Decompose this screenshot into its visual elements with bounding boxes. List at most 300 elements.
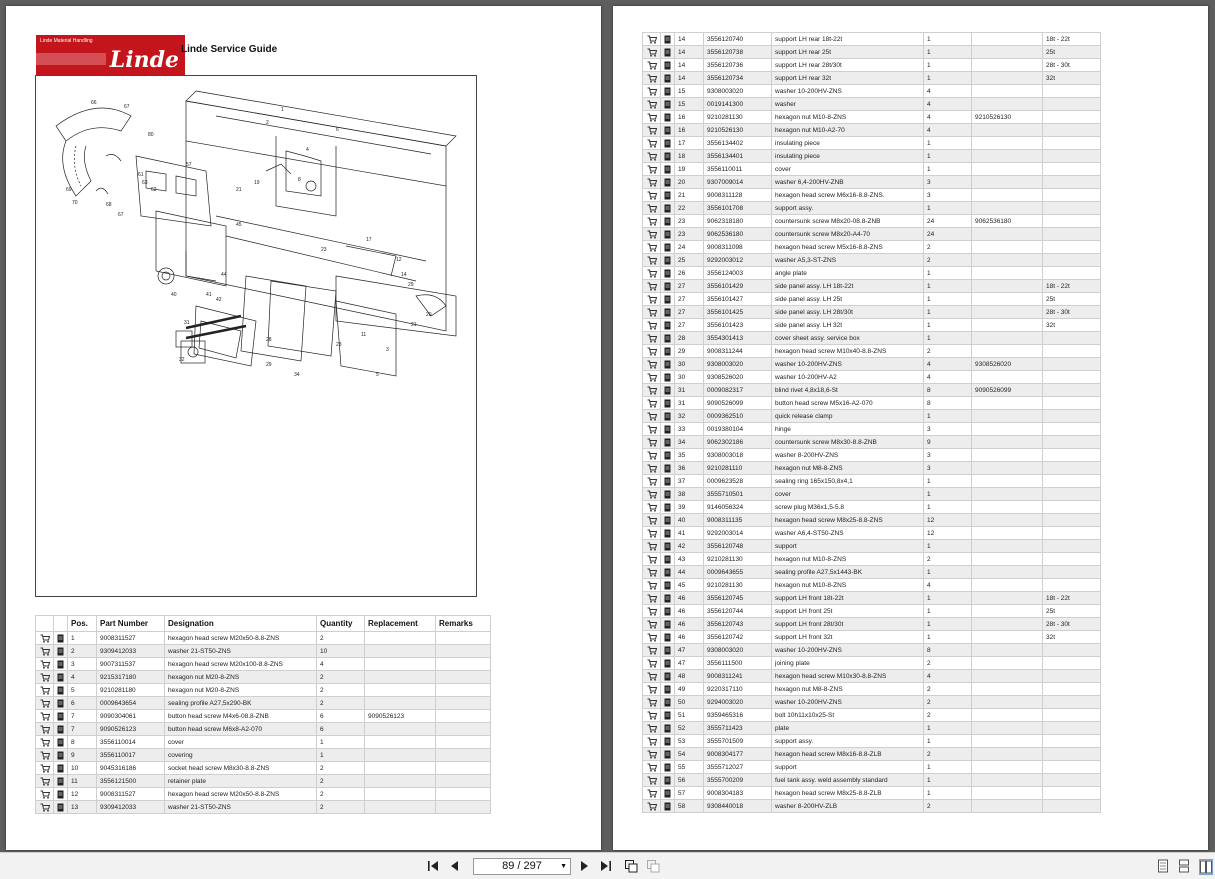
add-to-cart-icon xyxy=(647,646,657,655)
add-to-cart-button[interactable] xyxy=(36,775,54,788)
add-to-cart-button[interactable] xyxy=(643,345,661,358)
add-to-cart-button[interactable] xyxy=(643,254,661,267)
cell-designation: sealing profile A27,5x290-BK xyxy=(165,697,317,710)
page-number-select[interactable] xyxy=(473,858,571,875)
cell-part-number: 9008311527 xyxy=(97,632,165,645)
document-icon xyxy=(57,699,64,708)
part-info-button[interactable] xyxy=(661,150,675,163)
add-to-cart-button[interactable] xyxy=(643,228,661,241)
cell-remarks xyxy=(1043,774,1101,787)
part-info-button[interactable] xyxy=(54,658,68,671)
part-info-button[interactable] xyxy=(661,85,675,98)
cell-quantity: 1 xyxy=(924,735,972,748)
part-info-button[interactable] xyxy=(54,736,68,749)
add-to-cart-icon xyxy=(647,802,657,811)
part-info-button[interactable] xyxy=(661,215,675,228)
document-icon xyxy=(664,724,671,733)
cell-replacement xyxy=(972,579,1043,592)
add-to-cart-button[interactable] xyxy=(36,788,54,801)
cell-replacement xyxy=(972,605,1043,618)
add-to-cart-button[interactable] xyxy=(643,683,661,696)
add-to-cart-button[interactable] xyxy=(643,124,661,137)
add-to-cart-button[interactable] xyxy=(643,371,661,384)
add-to-cart-button[interactable] xyxy=(643,59,661,72)
copy-disabled-icon xyxy=(646,859,660,873)
cell-quantity: 2 xyxy=(924,800,972,813)
part-info-button[interactable] xyxy=(54,801,68,814)
first-page-button[interactable] xyxy=(426,859,440,873)
cell-designation: side panel assy. LH 18t-22t xyxy=(772,280,924,293)
cell-remarks xyxy=(1043,189,1101,202)
add-to-cart-button[interactable] xyxy=(643,267,661,280)
part-info-button[interactable] xyxy=(54,749,68,762)
part-info-button[interactable] xyxy=(661,332,675,345)
add-to-cart-button[interactable] xyxy=(643,72,661,85)
add-to-cart-button[interactable] xyxy=(643,800,661,813)
cell-remarks xyxy=(1043,436,1101,449)
part-info-button[interactable] xyxy=(661,553,675,566)
cell-quantity: 4 xyxy=(924,124,972,137)
cell-part-number: 3556120734 xyxy=(704,72,772,85)
part-info-button[interactable] xyxy=(54,684,68,697)
next-page-button[interactable] xyxy=(577,859,591,873)
add-to-cart-button[interactable] xyxy=(643,488,661,501)
add-to-cart-icon xyxy=(647,490,657,499)
part-info-button[interactable] xyxy=(661,683,675,696)
cell-remarks xyxy=(436,632,491,645)
cell-part-number: 3556101423 xyxy=(704,319,772,332)
add-to-cart-button[interactable] xyxy=(643,319,661,332)
exploded-parts-diagram xyxy=(35,75,477,597)
add-to-cart-button[interactable] xyxy=(36,684,54,697)
cell-designation: button head screw M5x16-A2-070 xyxy=(772,397,924,410)
cell-part-number: 0009643654 xyxy=(97,697,165,710)
add-to-cart-icon xyxy=(647,425,657,434)
part-info-button[interactable] xyxy=(54,723,68,736)
cell-part-number: 3555701509 xyxy=(704,735,772,748)
document-icon xyxy=(664,763,671,772)
cell-replacement xyxy=(972,631,1043,644)
part-info-button[interactable] xyxy=(661,319,675,332)
add-to-cart-icon xyxy=(647,61,657,70)
cell-designation: hexagon nut M8-8-ZNS xyxy=(772,683,924,696)
continuous-view-button[interactable] xyxy=(1178,859,1190,873)
part-info-button[interactable] xyxy=(661,657,675,670)
part-info-button[interactable] xyxy=(661,540,675,553)
paste-page-button[interactable] xyxy=(646,859,660,873)
part-info-button[interactable] xyxy=(661,124,675,137)
part-info-button[interactable] xyxy=(661,410,675,423)
cell-quantity: 6 xyxy=(317,723,365,736)
part-info-button[interactable] xyxy=(54,762,68,775)
add-to-cart-button[interactable] xyxy=(36,749,54,762)
part-info-button[interactable] xyxy=(661,371,675,384)
single-page-view-button[interactable] xyxy=(1157,859,1169,873)
part-info-button[interactable] xyxy=(661,527,675,540)
add-to-cart-button[interactable] xyxy=(643,137,661,150)
cell-quantity: 3 xyxy=(924,176,972,189)
cell-part-number: 3556110017 xyxy=(97,749,165,762)
add-to-cart-icon xyxy=(647,204,657,213)
part-info-button[interactable] xyxy=(661,72,675,85)
cell-replacement xyxy=(972,345,1043,358)
add-to-cart-icon xyxy=(647,139,657,148)
cell-replacement xyxy=(972,176,1043,189)
part-info-button[interactable] xyxy=(661,423,675,436)
cell-replacement xyxy=(972,670,1043,683)
add-to-cart-button[interactable] xyxy=(643,709,661,722)
add-to-cart-button[interactable] xyxy=(36,723,54,736)
add-to-cart-button[interactable] xyxy=(36,736,54,749)
add-to-cart-button[interactable] xyxy=(643,475,661,488)
add-to-cart-button[interactable] xyxy=(643,215,661,228)
add-to-cart-button[interactable] xyxy=(643,436,661,449)
add-to-cart-button[interactable] xyxy=(36,801,54,814)
part-info-button[interactable] xyxy=(661,592,675,605)
cell-quantity: 2 xyxy=(317,697,365,710)
cell-remarks xyxy=(1043,683,1101,696)
part-info-button[interactable] xyxy=(661,293,675,306)
cell-remarks xyxy=(1043,384,1101,397)
add-to-cart-icon xyxy=(647,685,657,694)
part-info-button[interactable] xyxy=(661,436,675,449)
add-to-cart-button[interactable] xyxy=(643,644,661,657)
add-to-cart-button[interactable] xyxy=(36,645,54,658)
cell-part-number: 9215317180 xyxy=(97,671,165,684)
cell-quantity: 2 xyxy=(924,683,972,696)
part-info-button[interactable] xyxy=(54,632,68,645)
cell-pos: 52 xyxy=(675,722,704,735)
add-to-cart-button[interactable] xyxy=(643,332,661,345)
add-to-cart-button[interactable] xyxy=(643,293,661,306)
table-row xyxy=(643,241,1101,254)
add-to-cart-button[interactable] xyxy=(643,631,661,644)
cell-quantity: 1 xyxy=(924,475,972,488)
part-info-button[interactable] xyxy=(661,735,675,748)
add-to-cart-button[interactable] xyxy=(36,710,54,723)
add-to-cart-icon xyxy=(647,230,657,239)
part-info-button[interactable] xyxy=(661,501,675,514)
cell-quantity: 3 xyxy=(924,423,972,436)
part-info-button[interactable] xyxy=(661,98,675,111)
cell-pos: 28 xyxy=(675,332,704,345)
document-icon xyxy=(664,516,671,525)
cell-quantity: 1 xyxy=(924,202,972,215)
part-info-button[interactable] xyxy=(661,748,675,761)
header-part-number: Part Number xyxy=(97,616,165,632)
parts-table-left xyxy=(35,615,491,814)
cell-replacement xyxy=(972,475,1043,488)
add-to-cart-button[interactable] xyxy=(643,605,661,618)
add-to-cart-icon xyxy=(647,373,657,382)
svg-text:40: 40 xyxy=(171,292,177,298)
cell-replacement xyxy=(972,85,1043,98)
cell-designation: screw plug M36x1,5-5.8 xyxy=(772,501,924,514)
add-to-cart-button[interactable] xyxy=(643,306,661,319)
document-icon xyxy=(57,738,64,747)
table-row xyxy=(643,85,1101,98)
add-to-cart-button[interactable] xyxy=(643,163,661,176)
add-to-cart-icon xyxy=(647,438,657,447)
add-to-cart-icon xyxy=(647,776,657,785)
add-to-cart-button[interactable] xyxy=(643,501,661,514)
svg-text:2: 2 xyxy=(266,120,269,126)
part-info-button[interactable] xyxy=(661,358,675,371)
svg-text:66: 66 xyxy=(91,100,97,106)
table-row xyxy=(36,723,491,736)
last-page-button[interactable] xyxy=(599,859,613,873)
add-to-cart-icon xyxy=(647,87,657,96)
add-to-cart-button[interactable] xyxy=(643,280,661,293)
table-row xyxy=(36,749,491,762)
add-to-cart-button[interactable] xyxy=(643,176,661,189)
part-info-button[interactable] xyxy=(661,605,675,618)
part-info-button[interactable] xyxy=(661,761,675,774)
add-to-cart-button[interactable] xyxy=(643,761,661,774)
previous-page-button[interactable] xyxy=(448,859,462,873)
cell-remarks xyxy=(436,801,491,814)
add-to-cart-button[interactable] xyxy=(643,150,661,163)
part-info-button[interactable] xyxy=(661,228,675,241)
part-info-button[interactable] xyxy=(661,59,675,72)
add-to-cart-button[interactable] xyxy=(643,787,661,800)
document-icon xyxy=(664,35,671,44)
part-info-button[interactable] xyxy=(54,645,68,658)
document-icon xyxy=(664,750,671,759)
part-info-button[interactable] xyxy=(661,176,675,189)
add-to-cart-button[interactable] xyxy=(643,579,661,592)
add-to-cart-button[interactable] xyxy=(643,527,661,540)
part-info-button[interactable] xyxy=(661,774,675,787)
cell-pos: 47 xyxy=(675,644,704,657)
cell-part-number: 3556120738 xyxy=(704,46,772,59)
table-row xyxy=(643,306,1101,319)
cell-quantity: 2 xyxy=(317,775,365,788)
add-to-cart-button[interactable] xyxy=(36,632,54,645)
add-to-cart-button[interactable] xyxy=(643,46,661,59)
svg-text:21: 21 xyxy=(236,187,242,193)
part-info-button[interactable] xyxy=(661,33,675,46)
table-row xyxy=(643,618,1101,631)
table-row xyxy=(36,762,491,775)
cell-replacement xyxy=(972,449,1043,462)
document-icon xyxy=(664,282,671,291)
part-info-button[interactable] xyxy=(661,137,675,150)
add-to-cart-button[interactable] xyxy=(36,658,54,671)
copy-page-button[interactable] xyxy=(624,859,638,873)
cell-part-number: 9308003020 xyxy=(704,85,772,98)
cell-remarks xyxy=(1043,410,1101,423)
cell-part-number: 3554301413 xyxy=(704,332,772,345)
cell-pos: 31 xyxy=(675,397,704,410)
part-info-button[interactable] xyxy=(661,709,675,722)
part-info-button[interactable] xyxy=(54,788,68,801)
part-info-button[interactable] xyxy=(661,566,675,579)
part-info-button[interactable] xyxy=(661,618,675,631)
add-to-cart-button[interactable] xyxy=(36,671,54,684)
part-info-button[interactable] xyxy=(661,475,675,488)
part-info-button[interactable] xyxy=(661,644,675,657)
part-info-button[interactable] xyxy=(661,306,675,319)
cell-pos: 8 xyxy=(68,736,97,749)
add-to-cart-button[interactable] xyxy=(643,735,661,748)
cell-quantity: 4 xyxy=(924,98,972,111)
add-to-cart-button[interactable] xyxy=(643,85,661,98)
part-info-button[interactable] xyxy=(54,671,68,684)
cell-replacement xyxy=(972,592,1043,605)
part-info-button[interactable] xyxy=(661,241,675,254)
part-info-button[interactable] xyxy=(661,397,675,410)
part-info-button[interactable] xyxy=(661,449,675,462)
svg-text:20: 20 xyxy=(426,312,432,318)
part-info-button[interactable] xyxy=(661,345,675,358)
cell-pos: 27 xyxy=(675,319,704,332)
add-to-cart-button[interactable] xyxy=(643,748,661,761)
add-to-cart-button[interactable] xyxy=(643,358,661,371)
part-info-button[interactable] xyxy=(661,514,675,527)
cell-pos: 45 xyxy=(675,579,704,592)
add-to-cart-button[interactable] xyxy=(643,696,661,709)
add-to-cart-button[interactable] xyxy=(643,657,661,670)
part-info-button[interactable] xyxy=(661,696,675,709)
cell-quantity: 2 xyxy=(317,801,365,814)
cell-part-number: 9292003014 xyxy=(704,527,772,540)
add-to-cart-button[interactable] xyxy=(643,553,661,566)
add-to-cart-button[interactable] xyxy=(643,514,661,527)
add-to-cart-button[interactable] xyxy=(643,592,661,605)
cell-pos: 24 xyxy=(675,241,704,254)
add-to-cart-icon xyxy=(40,673,50,682)
add-to-cart-icon xyxy=(40,764,50,773)
two-page-view-button[interactable] xyxy=(1199,859,1213,875)
cell-remarks: 32t xyxy=(1043,319,1101,332)
add-to-cart-button[interactable] xyxy=(643,410,661,423)
part-info-button[interactable] xyxy=(661,722,675,735)
add-to-cart-button[interactable] xyxy=(643,98,661,111)
cell-pos: 14 xyxy=(675,33,704,46)
document-icon xyxy=(664,789,671,798)
part-info-button[interactable] xyxy=(661,202,675,215)
add-to-cart-icon xyxy=(40,803,50,812)
cell-replacement xyxy=(365,632,436,645)
part-info-button[interactable] xyxy=(661,111,675,124)
cell-replacement xyxy=(972,254,1043,267)
add-to-cart-button[interactable] xyxy=(643,462,661,475)
part-info-button[interactable] xyxy=(661,787,675,800)
table-row xyxy=(643,358,1101,371)
add-to-cart-icon xyxy=(647,464,657,473)
add-to-cart-button[interactable] xyxy=(643,670,661,683)
svg-text:41: 41 xyxy=(206,292,212,298)
add-to-cart-button[interactable] xyxy=(643,241,661,254)
svg-text:23: 23 xyxy=(321,247,327,253)
part-info-button[interactable] xyxy=(661,800,675,813)
cell-designation: hexagon head screw M20x50-8.8-ZNS xyxy=(165,632,317,645)
part-info-button[interactable] xyxy=(661,267,675,280)
part-info-button[interactable] xyxy=(661,384,675,397)
part-info-button[interactable] xyxy=(661,189,675,202)
header-doc xyxy=(54,616,68,632)
part-info-button[interactable] xyxy=(661,254,675,267)
cell-replacement xyxy=(972,566,1043,579)
cell-quantity: 4 xyxy=(924,670,972,683)
part-info-button[interactable] xyxy=(661,631,675,644)
part-info-button[interactable] xyxy=(661,579,675,592)
table-row xyxy=(643,150,1101,163)
part-info-button[interactable] xyxy=(661,670,675,683)
add-to-cart-icon xyxy=(40,634,50,643)
add-to-cart-icon xyxy=(647,503,657,512)
part-info-button[interactable] xyxy=(661,462,675,475)
table-row xyxy=(36,801,491,814)
cell-remarks xyxy=(436,775,491,788)
add-to-cart-icon xyxy=(40,738,50,747)
add-to-cart-button[interactable] xyxy=(643,384,661,397)
add-to-cart-button[interactable] xyxy=(643,397,661,410)
cell-part-number: 3556120745 xyxy=(704,592,772,605)
add-to-cart-button[interactable] xyxy=(643,540,661,553)
add-to-cart-button[interactable] xyxy=(643,618,661,631)
cell-quantity: 1 xyxy=(924,150,972,163)
svg-text:44: 44 xyxy=(221,272,227,278)
cell-quantity: 1 xyxy=(317,749,365,762)
cell-part-number: 0019380104 xyxy=(704,423,772,436)
cell-remarks xyxy=(1043,787,1101,800)
cell-pos: 26 xyxy=(675,267,704,280)
add-to-cart-button[interactable] xyxy=(643,423,661,436)
cell-designation: button head screw M4x6-08.8-ZNB xyxy=(165,710,317,723)
table-row xyxy=(36,645,491,658)
add-to-cart-icon xyxy=(40,777,50,786)
cell-designation: support LH rear 18t-22t xyxy=(772,33,924,46)
part-info-button[interactable] xyxy=(661,280,675,293)
part-info-button[interactable] xyxy=(54,697,68,710)
cell-remarks xyxy=(436,749,491,762)
cell-designation: hexagon head screw M5x16-8.8-ZNS xyxy=(772,241,924,254)
add-to-cart-button[interactable] xyxy=(643,189,661,202)
part-info-button[interactable] xyxy=(661,46,675,59)
add-to-cart-button[interactable] xyxy=(36,697,54,710)
cell-remarks xyxy=(1043,540,1101,553)
add-to-cart-button[interactable] xyxy=(36,762,54,775)
cell-designation: hexagon head screw M8x25-8.8-ZLB xyxy=(772,787,924,800)
cell-pos: 4 xyxy=(68,671,97,684)
part-info-button[interactable] xyxy=(54,710,68,723)
part-info-button[interactable] xyxy=(661,488,675,501)
add-to-cart-button[interactable] xyxy=(643,33,661,46)
single-page-icon xyxy=(1157,859,1169,873)
part-info-button[interactable] xyxy=(661,163,675,176)
document-icon xyxy=(664,178,671,187)
add-to-cart-button[interactable] xyxy=(643,774,661,787)
add-to-cart-icon xyxy=(647,74,657,83)
add-to-cart-button[interactable] xyxy=(643,111,661,124)
add-to-cart-button[interactable] xyxy=(643,566,661,579)
add-to-cart-icon xyxy=(647,386,657,395)
part-info-button[interactable] xyxy=(54,775,68,788)
svg-text:29: 29 xyxy=(408,282,414,288)
add-to-cart-icon xyxy=(647,48,657,57)
add-to-cart-button[interactable] xyxy=(643,202,661,215)
cell-pos: 14 xyxy=(675,46,704,59)
cell-designation: support assy. xyxy=(772,735,924,748)
add-to-cart-button[interactable] xyxy=(643,449,661,462)
cell-designation: sealing profile A27,5x1443-BK xyxy=(772,566,924,579)
add-to-cart-button[interactable] xyxy=(643,722,661,735)
table-row xyxy=(643,280,1101,293)
document-icon xyxy=(664,737,671,746)
cell-designation: hexagon head screw M20x50-8.8-ZNS xyxy=(165,788,317,801)
